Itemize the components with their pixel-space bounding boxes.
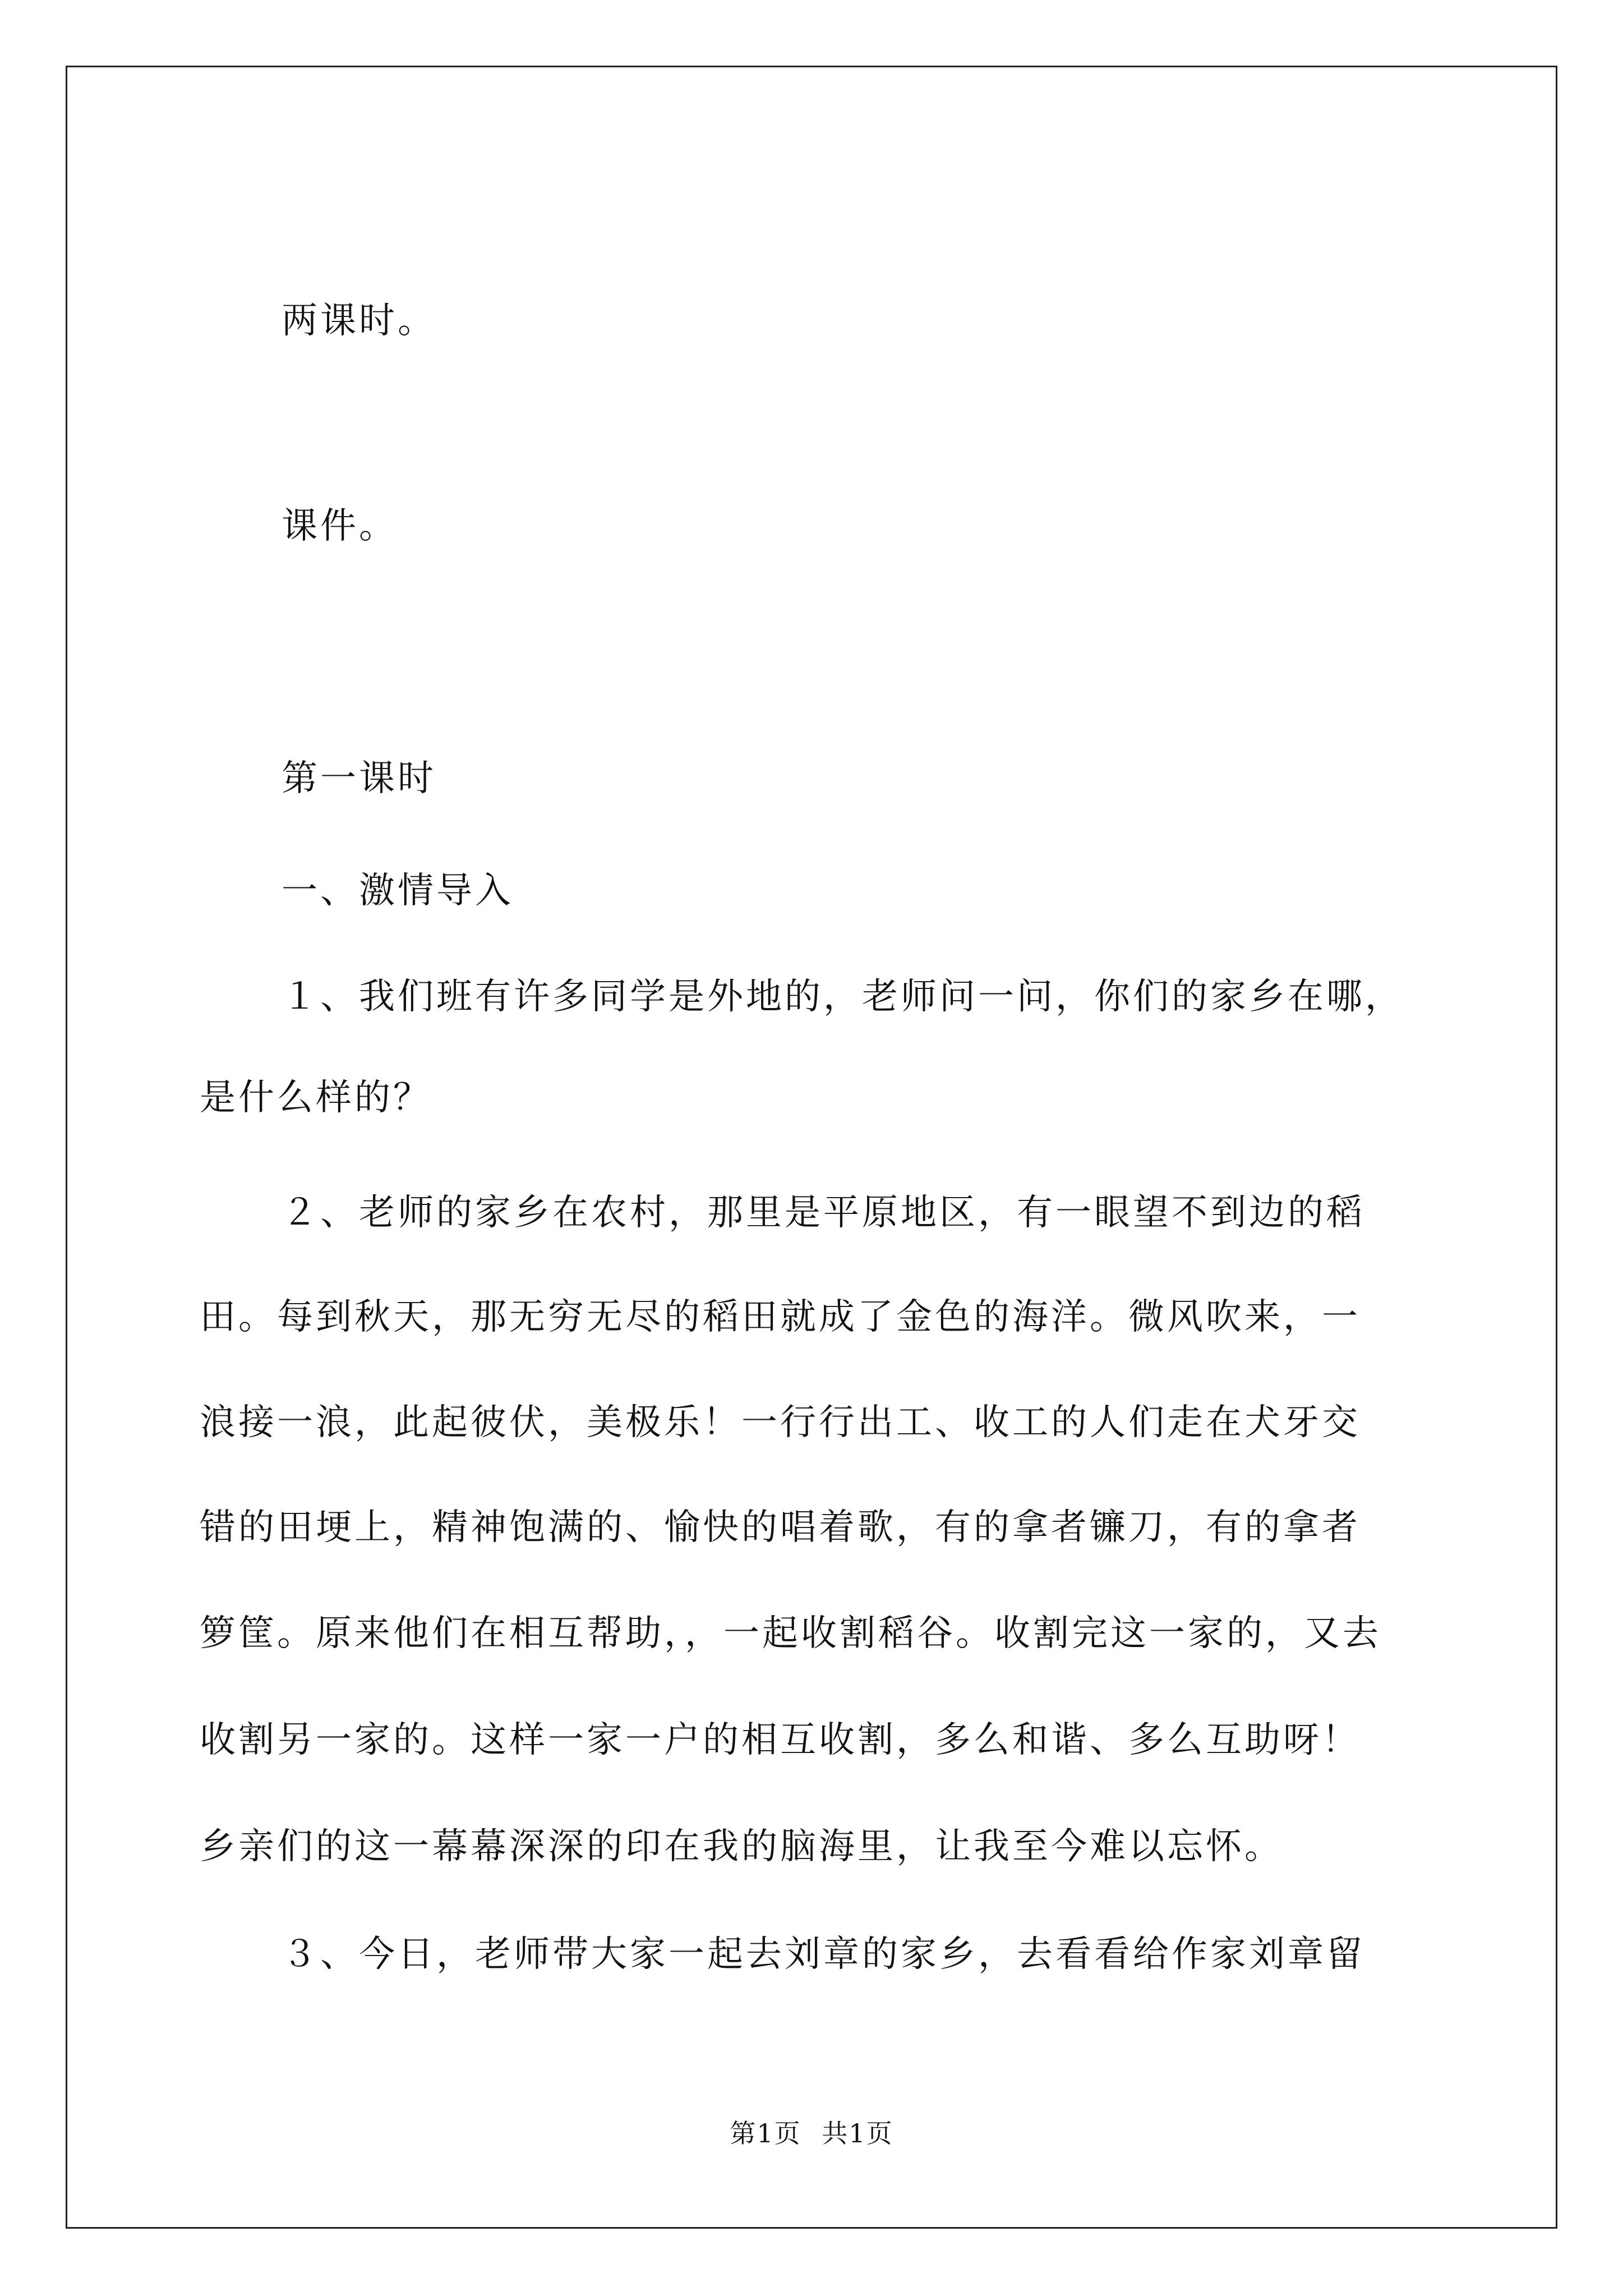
paragraph-2-line-4: 错的田埂上，精神饱满的、愉快的唱着歌，有的拿者镰刀，有的拿者 xyxy=(200,1507,1361,1548)
paragraph-2-line-2: 田。每到秋天，那无穷无尽的稻田就成了金色的海洋。微风吹来，一 xyxy=(200,1296,1361,1338)
paragraph-2-line-5: 箩筐。原来他们在相互帮助，，一起收割稻谷。收割完这一家的，又去 xyxy=(200,1613,1381,1654)
page-footer xyxy=(0,2120,1623,2146)
paragraph-1-line-1: １、我们班有许多同学是外地的，老师问一问，你们的家乡在哪， xyxy=(282,976,1404,1018)
page-total: 共1页 xyxy=(822,2118,893,2148)
paragraph-3-line-1: ３、今日，老师带大家一起去刘章的家乡，去看看给作家刘章留 xyxy=(282,1934,1365,1975)
paragraph-2-line-3: 浪接一浪，此起彼伏，美极乐！一行行出工、收工的人们走在犬牙交 xyxy=(200,1402,1361,1443)
paragraph-class-hours: 两课时。 xyxy=(282,300,436,342)
heading-introduction: 一、激情导入 xyxy=(282,870,514,912)
paragraph-1-line-2: 是什么样的？ xyxy=(200,1077,432,1119)
paragraph-2-line-1: ２、老师的家乡在农村，那里是平原地区，有一眼望不到边的稻 xyxy=(282,1192,1365,1234)
paragraph-2-line-7: 乡亲们的这一幕幕深深的印在我的脑海里，让我至今难以忘怀。 xyxy=(200,1826,1283,1867)
page-number: 第1页 xyxy=(730,2118,801,2148)
heading-first-lesson: 第一课时 xyxy=(282,758,436,799)
page-border xyxy=(66,66,1557,2229)
paragraph-materials: 课件。 xyxy=(282,505,398,547)
paragraph-2-line-6: 收割另一家的。这样一家一户的相互收割，多么和谐、多么互助呀！ xyxy=(200,1719,1361,1761)
